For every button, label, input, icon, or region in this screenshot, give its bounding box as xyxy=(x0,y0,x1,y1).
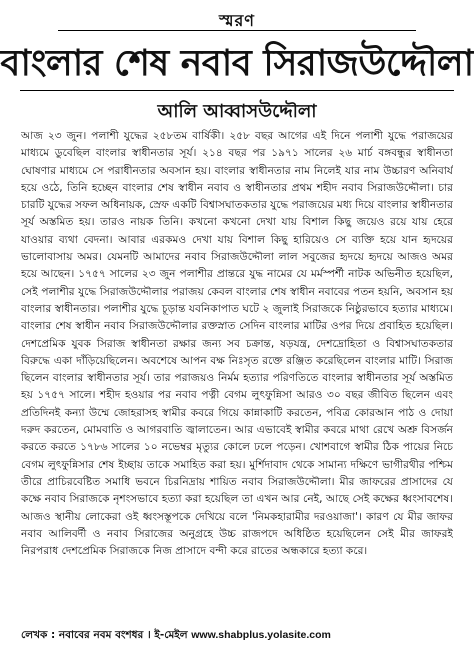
website-link[interactable]: www.shabplus.yolasite.com xyxy=(191,629,331,641)
article-title: বাংলার শেষ নবাব সিরাজউদ্দৌলা xyxy=(0,43,474,84)
title-divider xyxy=(20,90,454,91)
author-name: আলি আব্বাসউদ্দৌলা xyxy=(157,101,317,122)
section-label: স্মরণ xyxy=(219,11,255,30)
byline-text: লেখক : নবাবের নবম বংশধর । ই-মেইল xyxy=(21,629,188,641)
footer-byline xyxy=(21,628,453,645)
top-divider xyxy=(58,30,416,31)
article-body: আজ ২৩ জুন। পলাশী যুদ্ধের ২৫৮তম বার্ষিকী। ২৫৮ বছর আগের এই দিনে পলাশী যুদ্ধে পরাজয়ের মাধ্যমে ডুবেছিল বাংলার স্বাধীনতার সূর্য। ২১৪ বছর পর ১৯৭১ সালের ২৬ মার্চ বঙ্গবন্ধুর স্বাধীনতা ঘোষণার মাধ্যমে সে পরাধীনতার অবসান হয়। বাংলার স্বাধীনতার নাম নিলেই যার নাম উচ্চারণ অনিবার্য হয়ে ওঠে, তিনি হচ্ছেন বাংলার শেষ স্বাধীন নবাব ও স্বাধীনতার প্রথম শহীদ নবাব সিরাজউদ্দৌলা। চার চারটি যুদ্ধের সফল অধিনায়ক, স্রেফ একটি বিশ্বাসঘাতকতার যুদ্ধে পরাজয়ের মধ্য দিয়ে বাংলার স্বাধীনতার সূর্য অস্তমিত হয়। তারও নায়ক তিনি। কখনো কখনো দেখা যায় বিশাল কিছু জয়েও রয়ে যায় হেরে যাওয়ার ব্যথা বেদনা। আবার এরকমও দেখা যায় বিশাল কিছু হারিয়েও সে ব্যক্তি হয়ে যান হৃদয়ের ভালোবাসায় অমর। যেমনটি আমাদের নবাব সিরাজউদ্দৌলা লাল সবুজের হৃদয়ে হৃদয়ে আজও অমর হয়ে আছেন। ১৭৫৭ সালের ২৩ জুন পলাশীর প্রান্তরে যুদ্ধ নামের যে মর্মস্পর্শী নাটক অভিনীত হয়েছিল, সেই পলাশীর যুদ্ধে সিরাজউদ্দৌলার পরাজয় কেবল বাংলার শেষ স্বাধীন নবাবের পতন হয়নি, অবসান হয় বাংলার স্বাধীনতার। পলাশীর যুদ্ধে চূড়ান্ত যবনিকাপাত ঘটে ২ জুলাই সিরাজকে নিষ্ঠুরভাবে হত্যার মাধ্যমে। বাংলার শেষ স্বাধীন নবাব সিরাজউদ্দৌলার রক্তস্নাত সেদিন বাংলার মাটির ওপর দিয়ে প্রবাহিত হয়েছিল। দেশপ্রেমিক যুবক সিরাজ স্বাধীনতা রক্ষার জন্য সব চক্রান্ত, ষড়যন্ত্র, দেশদ্রোহিতা ও বিশ্বাসঘাতকতার বিরুদ্ধে একা দাঁড়িয়েছিলেন। অবশেষে আপন বক্ষ নিঃসৃত রক্তে রঞ্জিত করেছিলেন বাংলার মাটি। সিরাজ ছিলেন বাংলার স্বাধীনতার সূর্য। তার পরাজয়ও নির্মম হত্যার পরিণতিতে বাংলার স্বাধীনতার সূর্য অস্তমিত হয় ১৭৫৭ সালে। শহীদ হওয়ার পর নবাব পত্নী বেগম লুৎফুন্নিসা আরও ৩০ বছর জীবিত ছিলেন এবং প্রতিদিনই কন্যা উম্মে জোহরাসহ স্বামীর কবরে গিয়ে কান্নাকাটি করতেন, পবিত্র কোরআন পাঠ ও দোয়া দরুদ করতেন, মোমবাতি ও আগরবাতি জ্বালাতেন। আর এভাবেই স্বামীর কবরে মাথা রেখে অশ্রু বিসর্জন করতে করতে ১৭৮৬ সালের ১০ নভেম্বর মৃত্যুর কোলে ঢলে পড়েন। খোশবাগে স্বামীর ঠিক পায়ের নিচে বেগম লুৎফুন্নিসার শেষ ইচ্ছায় তাকে সমাহিত করা হয়। মুর্শিদাবাদ থেকে সামান্য দক্ষিণে ভাগীরথীর পশ্চিম তীরে প্রাচিরবেষ্টিত সমাধি ভবনে চিরনিদ্রায় শায়িত নবাব সিরাজউদ্দৌলা। মীর জাফরের প্রাসাদের যে কক্ষে নবাব সিরাজকে নৃশংসভাবে হত্যা করা হয়েছিল তা এখন আর নেই, আছে সেই কক্ষের ধ্বংসাবশেষ। আজও স্থানীয় লোকেরা ওই ধ্বংসস্তূপকে দেখিয়ে বলে 'নিমকহারামীর দরওয়াজা'। কারণ যে মীর জাফর নবাব আলিবর্দী ও নবাব সিরাজের অনুগ্রহে উচ্চ রাজপদে অধিষ্ঠিত হয়েছিলেন সেই মীর জাফরই নিরপরাধ দেশপ্রেমিক সিরাজকে নিজ প্রাসাদে বন্দী করে রাতের অন্ধকারে হত্যা করে। xyxy=(21,130,453,558)
